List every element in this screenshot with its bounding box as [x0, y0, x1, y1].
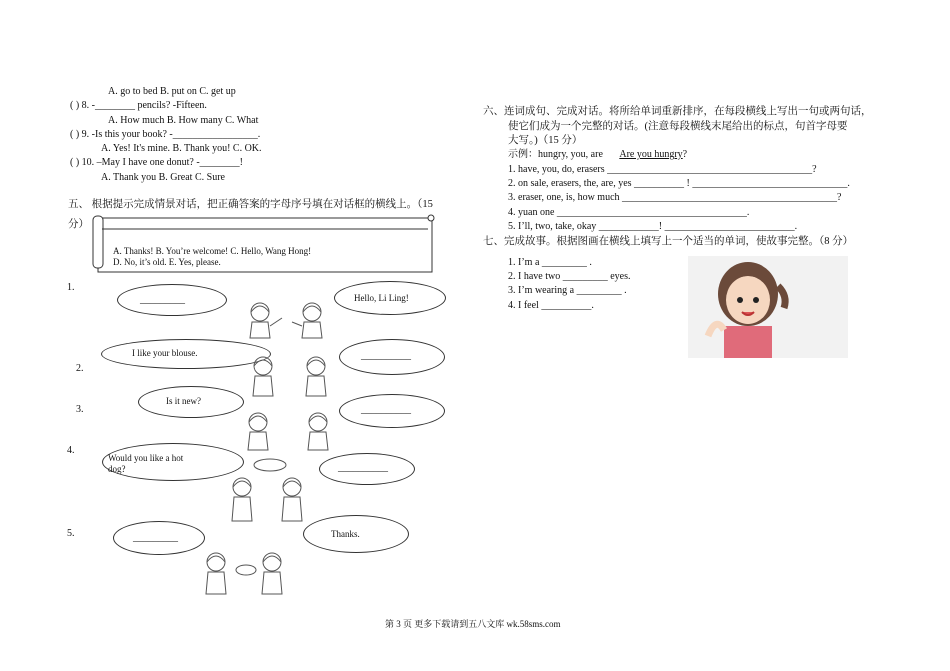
example-suffix: ?: [682, 149, 688, 160]
dialog-4-right-text: __________: [338, 462, 388, 473]
dialog-1-left-text: _________: [140, 294, 185, 305]
dialog-5-number: 5.: [67, 528, 75, 539]
section5-score: 分）: [68, 219, 89, 230]
kids-illustration-5: [176, 548, 296, 596]
section5-title: 五、 根据提示完成情景对话，把正确答案的字母序号填在对话框的横线上。（15: [68, 199, 433, 210]
dialog-5-right-text: Thanks.: [331, 529, 360, 539]
story-line-1: 1. I’m a _________ .: [508, 257, 592, 268]
section6-item-1: 1. have, you, do, erasers _________________________________________?: [508, 164, 817, 175]
girl-illustration: [688, 256, 848, 358]
question-8: ( ) 8. -________ pencils? -Fifteen.: [70, 100, 207, 111]
dialog-4-left-text-1: Would you like a hot: [108, 453, 184, 463]
section6-item-4: 4. yuan one ______________________________________.: [508, 207, 750, 218]
kids-illustration-2: [238, 352, 338, 398]
dialog-2-right-text: __________: [361, 350, 411, 361]
dialog-2-left-text: I like your blouse.: [132, 348, 198, 358]
q7-options: A. go to bed B. put on C. get up: [108, 86, 236, 97]
kids-illustration-4: [220, 455, 320, 525]
dialog-5-left-text: _________: [133, 532, 178, 543]
dialog-4-left-text-2: dog?: [108, 464, 126, 474]
section6-line2: 使它们成为一个完整的对话。(注意每段横线末尾给出的标点，句首字母要: [508, 121, 848, 132]
q8-options: A. How much B. How many C. What: [108, 115, 259, 126]
section6-line3: 大写。)（15 分）: [508, 135, 583, 146]
question-10: ( ) 10. –May I have one donut? -________!: [70, 157, 244, 168]
section6-item-2: 2. on sale, erasers, the, are, yes __________ ! _______________________________.: [508, 178, 850, 189]
dialog-1-number: 1.: [67, 282, 75, 293]
section7-title: 七、完成故事。根据图画在横线上填写上一个适当的单词，使故事完整。（8 分）: [483, 236, 854, 247]
kids-illustration-3: [228, 410, 338, 452]
story-line-2: 2. I have two _________ eyes.: [508, 271, 631, 282]
choices-line-1: A. Thanks! B. You’re welcome! C. Hello, Wang Hong!: [113, 246, 312, 256]
question-9: ( ) 9. -Is this your book? -_________________.: [70, 129, 261, 140]
kids-illustration-1: [232, 300, 342, 340]
dialog-3-number: 3.: [76, 404, 84, 415]
story-line-4: 4. I feel __________.: [508, 300, 594, 311]
dialog-3-left-text: Is it new?: [166, 396, 201, 406]
example-answer: Are you hungry: [619, 149, 683, 160]
dialog-4-number: 4.: [67, 445, 75, 456]
example-prefix: 示例：hungry, you, are: [508, 149, 603, 160]
q10-options: A. Thank you B. Great C. Sure: [101, 172, 225, 183]
dialog-2-number: 2.: [76, 363, 84, 374]
story-line-3: 3. I’m wearing a _________ .: [508, 285, 627, 296]
section6-item-3: 3. eraser, one, is, how much ___________________________________________?: [508, 192, 842, 203]
choices-line-2: D. No, it’s old. E. Yes, please.: [113, 257, 221, 267]
dialog-1-right-text: Hello, Li Ling!: [354, 293, 409, 303]
section6-item-5: 5. I’ll, two, take, okay ____________! __________________________.: [508, 221, 798, 232]
page-footer: 第 3 页 更多下载请到五八文库 wk.58sms.com: [385, 619, 561, 629]
example-line: [508, 149, 687, 161]
section6-title: 六、连词成句、完成对话。将所给单词重新排序，在每段横线上写出一句或两句话，: [483, 106, 872, 117]
dialog-3-right-text: __________: [361, 404, 411, 415]
q9-options: A. Yes! It's mine. B. Thank you! C. OK.: [101, 143, 262, 154]
